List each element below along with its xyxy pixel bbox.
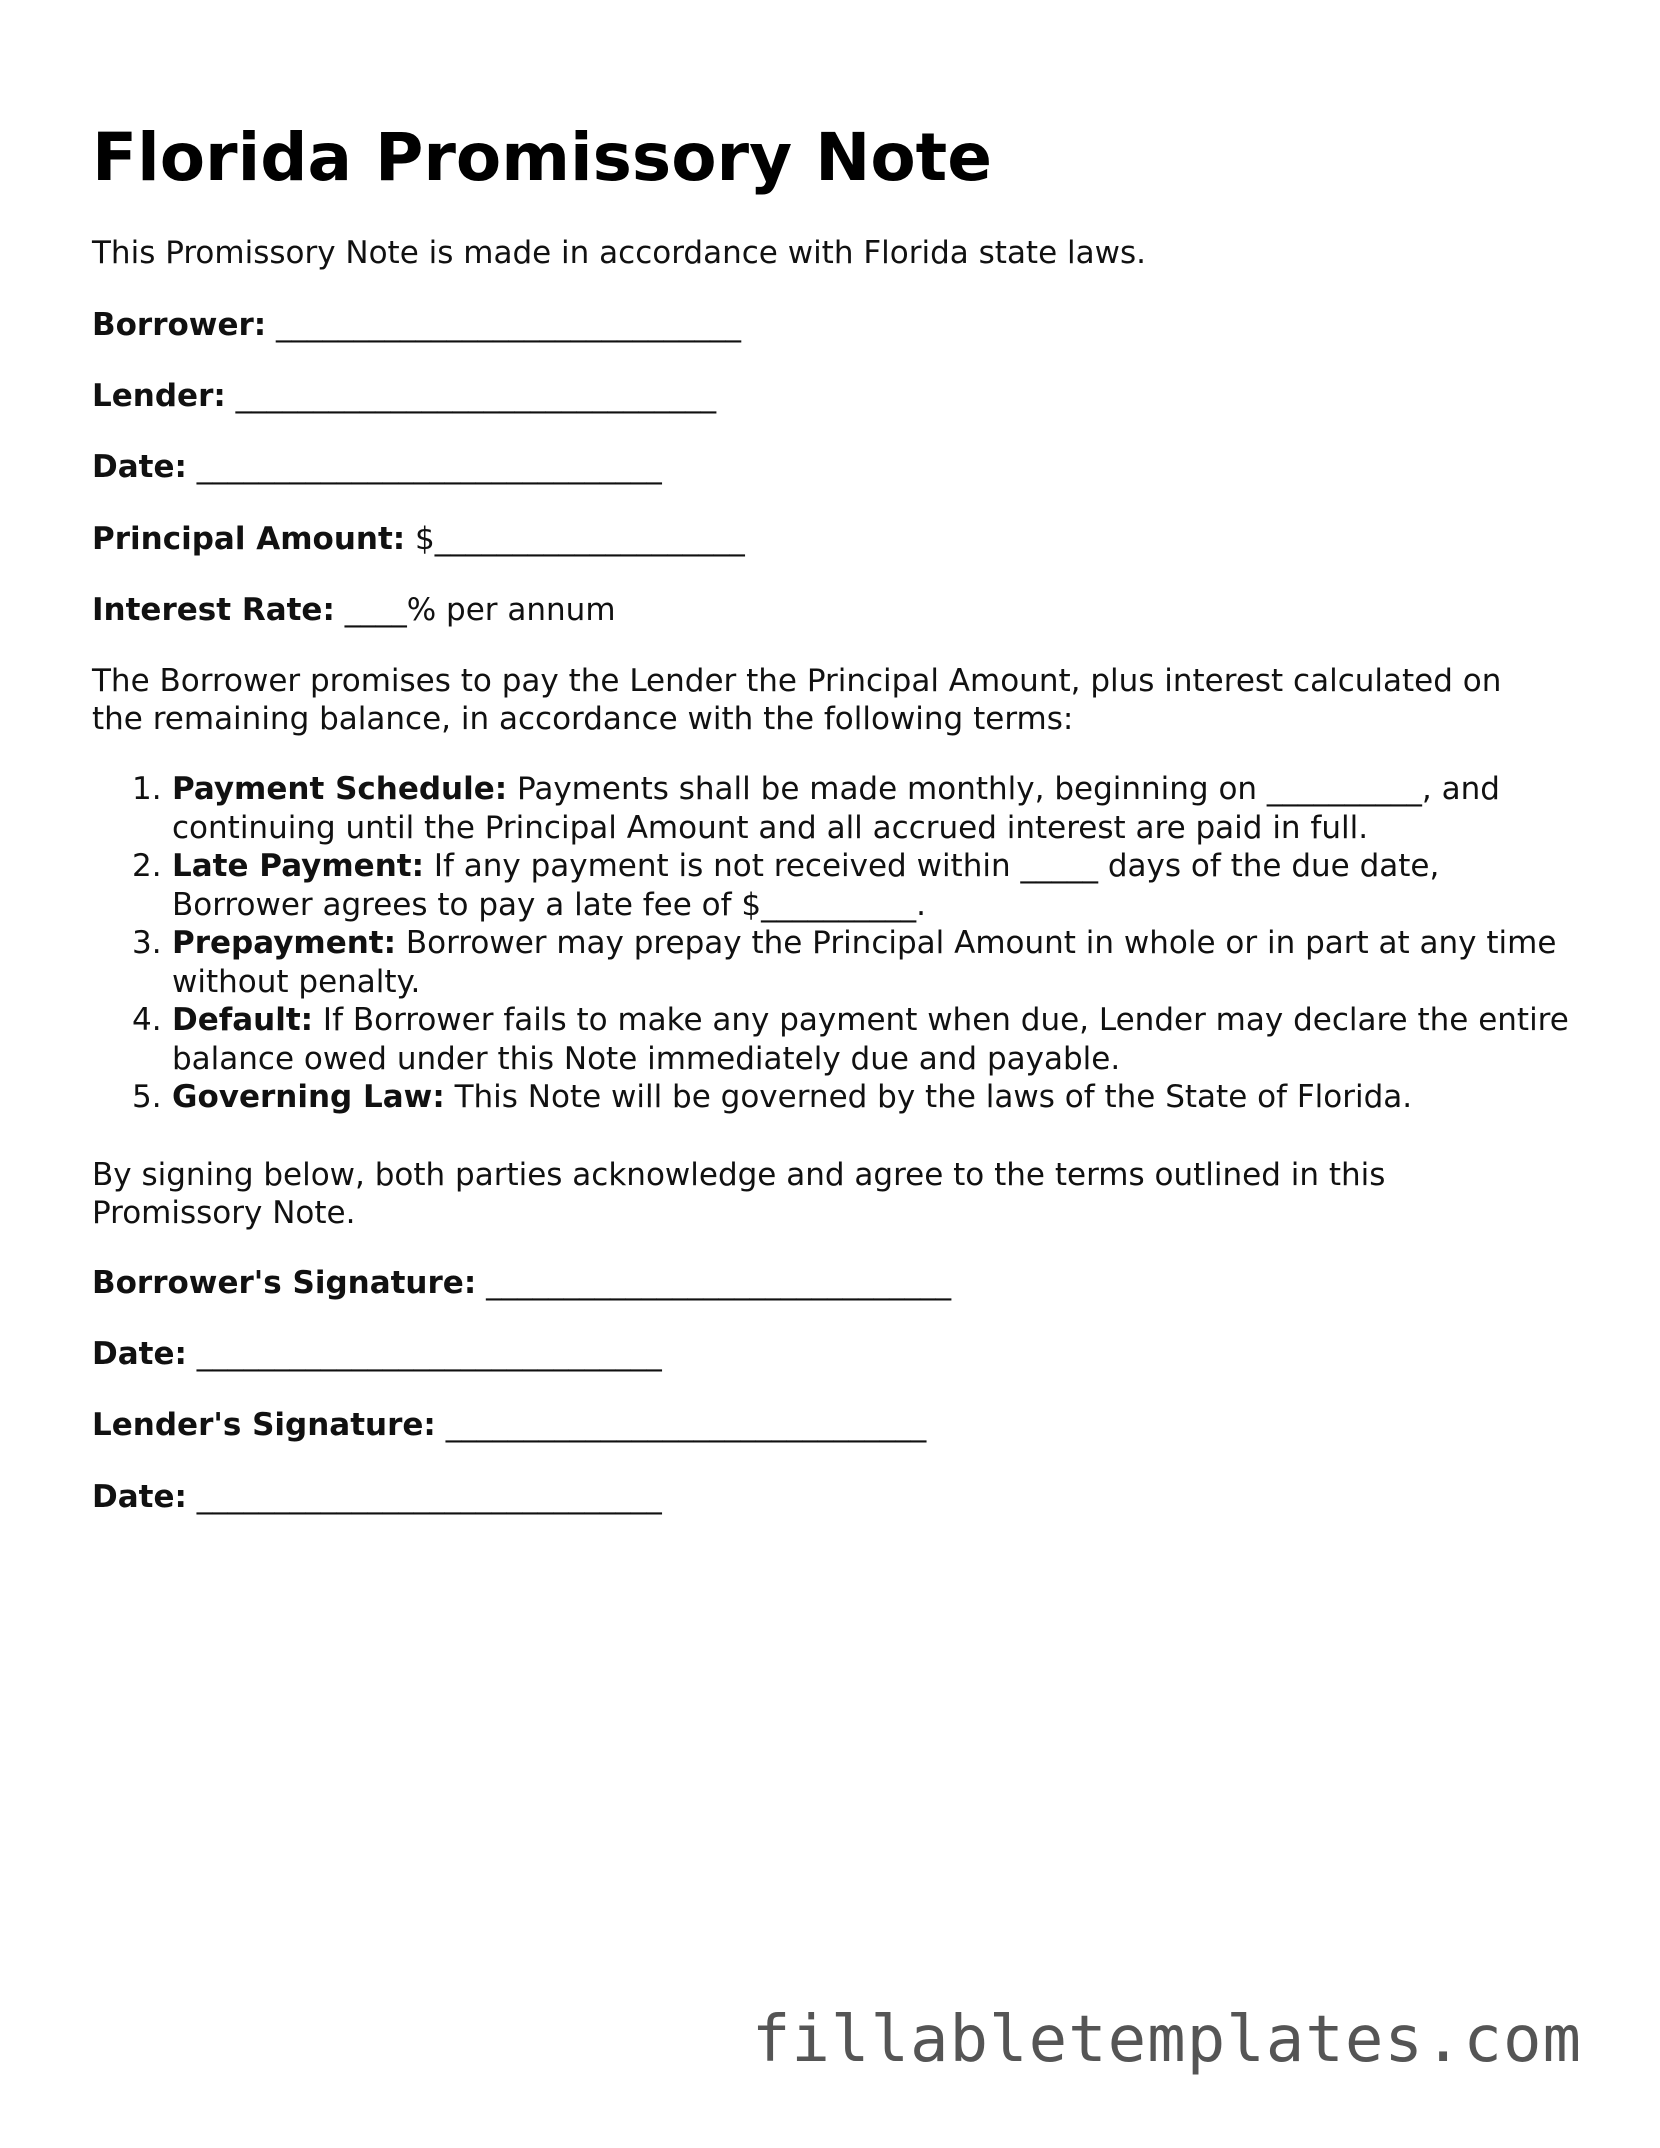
borrower-label: Borrower: bbox=[92, 307, 267, 343]
lender-date-field[interactable] bbox=[92, 1478, 662, 1516]
term-item bbox=[92, 924, 1582, 1001]
borrower-date-field[interactable] bbox=[92, 1335, 662, 1373]
date-field[interactable] bbox=[92, 448, 662, 486]
term-number: 2. bbox=[132, 848, 162, 884]
borrower-signature-blank[interactable]: ______________________________ bbox=[486, 1265, 952, 1301]
date-blank[interactable]: ______________________________ bbox=[196, 449, 662, 485]
term-text: This Note will be governed by the laws of the State of Florida. bbox=[444, 1079, 1413, 1115]
borrower-blank[interactable]: ______________________________ bbox=[276, 307, 742, 343]
term-number: 1. bbox=[132, 771, 162, 807]
term-item bbox=[92, 1078, 1582, 1117]
term-title: Governing Law: bbox=[172, 1079, 445, 1115]
term-title: Prepayment: bbox=[172, 925, 397, 961]
principal-label: Principal Amount: bbox=[92, 521, 406, 557]
terms-intro: The Borrower promises to pay the Lender the Principal Amount, plus interest calculated on the remaining balance, in accordance with the following terms: bbox=[92, 663, 1502, 737]
watermark: fillabletemplates.com bbox=[751, 2003, 1582, 2077]
lender-blank[interactable]: _______________________________ bbox=[235, 378, 717, 414]
term-text: If any payment is not received within _____ days of the due date, Borrower agrees to pay a late fee of $__________. bbox=[172, 848, 1440, 923]
term-text: Payments shall be made monthly, beginning on __________, and continuing until the Principal Amount and all accrued interest are paid in full. bbox=[172, 771, 1500, 846]
term-number: 4. bbox=[132, 1002, 162, 1038]
lender-date-blank[interactable]: ______________________________ bbox=[196, 1479, 662, 1515]
term-number: 5. bbox=[132, 1079, 162, 1115]
term-item bbox=[92, 770, 1582, 847]
lender-signature-field[interactable] bbox=[92, 1406, 926, 1444]
borrower-date-label: Date: bbox=[92, 1336, 187, 1372]
term-title: Late Payment: bbox=[172, 848, 424, 884]
borrower-date-blank[interactable]: ______________________________ bbox=[196, 1336, 662, 1372]
term-text: If Borrower fails to make any payment when due, Lender may declare the entire balance owed under this Note immediately due and payable. bbox=[172, 1002, 1569, 1077]
term-title: Payment Schedule: bbox=[172, 771, 508, 807]
closing-text: By signing below, both parties acknowledge and agree to the terms outlined in this Promissory Note. bbox=[92, 1157, 1386, 1231]
intro-text: This Promissory Note is made in accordance with Florida state laws. bbox=[92, 235, 1146, 271]
borrower-field[interactable] bbox=[92, 306, 741, 344]
term-title: Default: bbox=[172, 1002, 314, 1038]
date-label: Date: bbox=[92, 449, 187, 485]
document-title: Florida Promissory Note bbox=[92, 119, 992, 196]
borrower-signature-field[interactable] bbox=[92, 1264, 951, 1302]
term-item bbox=[92, 847, 1582, 924]
interest-blank[interactable]: ____% per annum bbox=[344, 592, 616, 628]
term-text: Borrower may prepay the Principal Amount in whole or in part at any time without penalty. bbox=[172, 925, 1557, 1000]
lender-label: Lender: bbox=[92, 378, 226, 414]
principal-field[interactable] bbox=[92, 520, 745, 558]
principal-blank[interactable]: $____________________ bbox=[415, 521, 745, 557]
terms-list bbox=[92, 770, 1582, 1117]
lender-date-label: Date: bbox=[92, 1479, 187, 1515]
interest-label: Interest Rate: bbox=[92, 592, 335, 628]
term-item bbox=[92, 1001, 1582, 1078]
term-number: 3. bbox=[132, 925, 162, 961]
interest-field[interactable] bbox=[92, 591, 616, 629]
lender-signature-blank[interactable]: _______________________________ bbox=[445, 1407, 927, 1443]
lender-field[interactable] bbox=[92, 377, 716, 415]
lender-signature-label: Lender's Signature: bbox=[92, 1407, 436, 1443]
borrower-signature-label: Borrower's Signature: bbox=[92, 1265, 477, 1301]
